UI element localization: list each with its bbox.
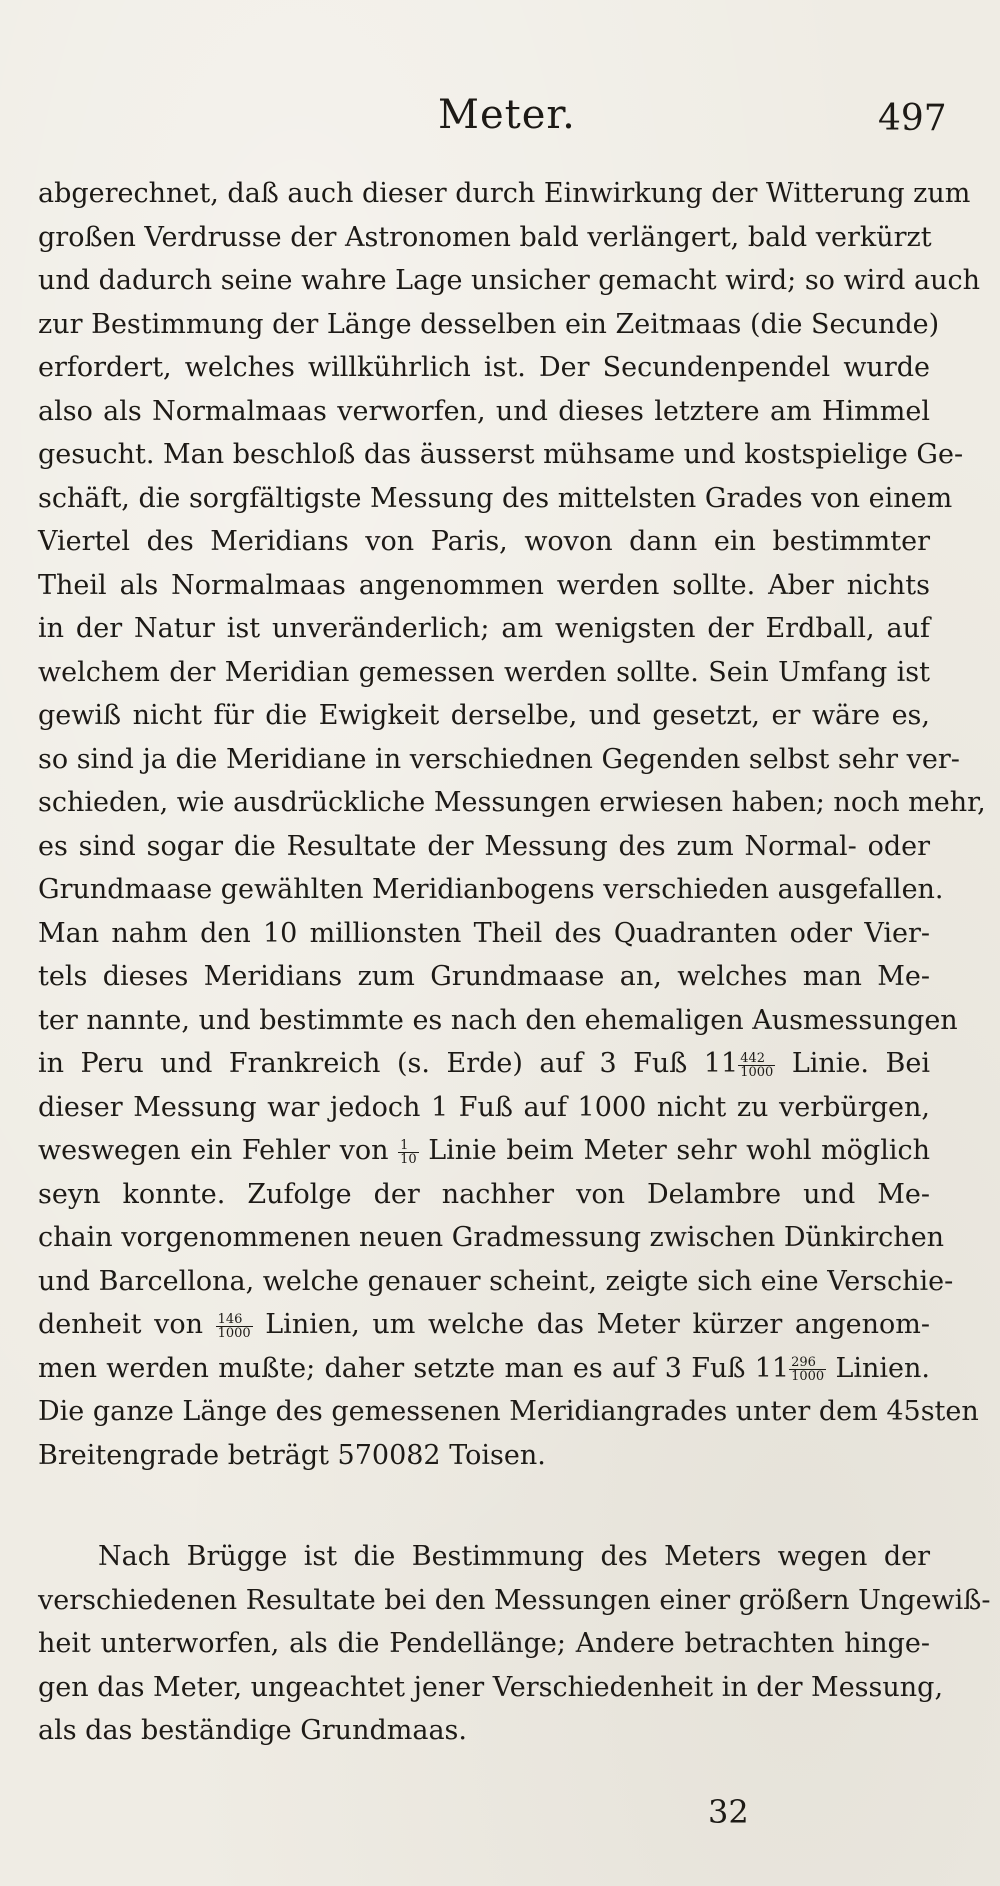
text-line: Viertel des Meridians von Paris, wovon dann ein bestimmter: [38, 526, 930, 557]
fraction: [398, 1139, 419, 1166]
text-line: verschiedenen Resultate bei den Messungen einer größern Ungewiß-: [38, 1584, 991, 1616]
text-line-with-fraction: [38, 1303, 930, 1347]
fraction-numerator: 296: [789, 1356, 826, 1370]
fraction-denominator: 1000: [791, 1369, 825, 1385]
text-line: dieser Messung war jedoch 1 Fuß auf 1000 nicht zu verbürgen,: [38, 1091, 930, 1123]
fraction: [216, 1313, 253, 1340]
text-line: seyn konnte. Zufolge der nachher von Delambre und Me-: [38, 1178, 930, 1210]
text-line: gewiß nicht für die Ewigkeit derselbe, und gesetzt, er wäre es,: [38, 700, 930, 731]
body-text: [38, 172, 991, 1753]
text-line: Grundmaase gewählten Meridianbogens verschieden ausgefallen.: [38, 874, 944, 905]
fraction-numerator: 146: [216, 1313, 253, 1327]
text-line: welchem der Meridian gemessen werden sollte. Sein Umfang ist: [38, 656, 930, 688]
signature-mark: 32: [708, 1793, 749, 1831]
text-line-with-fraction: [38, 1042, 930, 1086]
page-number: 497: [878, 98, 947, 139]
line-text: weswegen ein Fehler von: [38, 1135, 399, 1166]
line-text: men werden mußte; daher setzte man es auf 3 Fuß 11: [38, 1352, 790, 1384]
fraction: [789, 1356, 826, 1383]
text-line: zur Bestimmung der Länge desselben ein Zeitmaas (die Secunde): [38, 308, 940, 340]
text-line: erfordert, welches willkührlich ist. Der Secundenpendel wurde: [38, 352, 930, 383]
running-title: Meter.: [438, 92, 576, 138]
text-line: großen Verdrusse der Astronomen bald verlängert, bald verkürzt: [38, 221, 932, 253]
text-line: gesucht. Man beschloß das äusserst mühsame und kostspielige Ge-: [38, 439, 964, 470]
line-text: Linie beim Meter sehr wohl möglich: [418, 1135, 931, 1166]
text-line: tels dieses Meridians zum Grundmaase an, welches man Me-: [38, 961, 930, 992]
running-head: [0, 92, 1000, 152]
text-line: heit unterworfen, als die Pendellänge; Andere betrachten hinge-: [38, 1628, 930, 1659]
text-line: Man nahm den 10 millionsten Theil des Quadranten oder Vier-: [38, 917, 930, 949]
text-line: gen das Meter, ungeachtet jener Verschiedenheit in der Messung,: [38, 1671, 944, 1703]
line-text: Linien, um welche das Meter kürzer angenom-: [252, 1309, 930, 1340]
text-line: schäft, die sorgfältigste Messung des mittelsten Grades von einem: [38, 482, 953, 514]
line-text: in Peru und Frankreich (s. Erde) auf 3 Fuß 11: [38, 1048, 739, 1079]
text-line-with-fraction: [38, 1129, 930, 1173]
text-line: in der Natur ist unveränderlich; am wenigsten der Erdball, auf: [38, 613, 930, 644]
text-line: abgerechnet, daß auch dieser durch Einwirkung der Witterung zum: [38, 178, 971, 209]
text-line-with-fraction: [38, 1347, 930, 1391]
line-text: Linie. Bei: [775, 1048, 930, 1079]
fraction-denominator: 10: [400, 1151, 417, 1167]
line-text: Linien.: [826, 1352, 930, 1384]
text-line: und dadurch seine wahre Lage unsicher gemacht wird; so wird auch: [38, 265, 981, 296]
fraction-numerator: 1: [398, 1139, 419, 1153]
text-line: und Barcellona, welche genauer scheint, zeigte sich eine Verschie-: [38, 1265, 954, 1297]
text-line: so sind ja die Meridiane in verschiednen Gegenden selbst sehr ver-: [38, 743, 960, 775]
fraction-denominator: 1000: [740, 1064, 774, 1080]
paragraph-gap: [38, 1477, 930, 1535]
fraction-numerator: 442: [738, 1052, 775, 1066]
text-line: also als Normalmaas verworfen, und dieses letztere am Himmel: [38, 395, 930, 427]
line-text: denheit von: [38, 1309, 216, 1340]
text-line: Die ganze Länge des gemessenen Meridiangrades unter dem 45sten: [38, 1396, 979, 1427]
text-line: Theil als Normalmaas angenommen werden sollte. Aber nichts: [38, 569, 930, 601]
fraction-denominator: 1000: [217, 1325, 251, 1341]
text-line: ter nannte, und bestimmte es nach den ehemaligen Ausmessungen: [38, 1004, 958, 1036]
fraction: [738, 1052, 775, 1079]
text-line: schieden, wie ausdrückliche Messungen erwiesen haben; noch mehr,: [38, 787, 986, 818]
text-line: Nach Brügge ist die Bestimmung des Meters wegen der: [98, 1541, 930, 1572]
text-line: es sind sogar die Resultate der Messung des zum Normal- oder: [38, 830, 930, 862]
text-line: Breitengrade beträgt 570082 Toisen.: [38, 1439, 546, 1471]
text-line: chain vorgenommenen neuen Gradmessung zwischen Dünkirchen: [38, 1222, 945, 1253]
text-line: als das beständige Grundmaas.: [38, 1715, 467, 1746]
